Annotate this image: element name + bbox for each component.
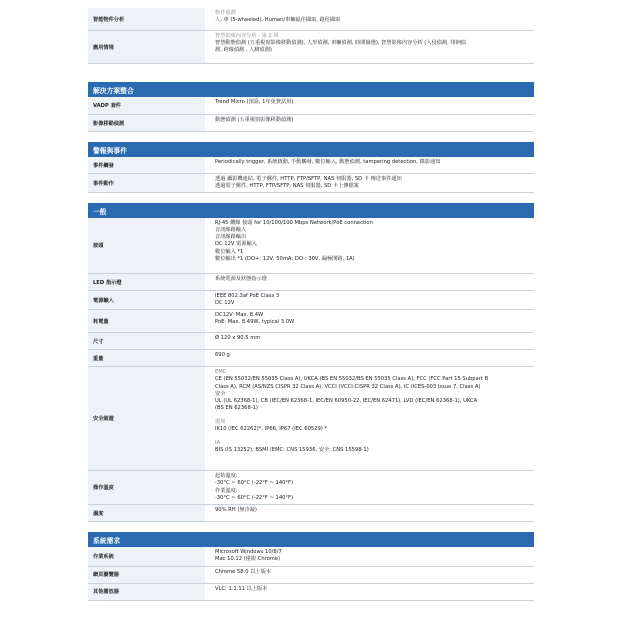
spec-value-line: 數位輸出 *1 (DO+: 12V, 50mA; DO-: 30V, 漏極開路, 1A) <box>215 255 355 262</box>
spec-value-line: Mac 10.12 (僅限 Chrome) <box>215 556 281 563</box>
spec-value-line: 音訊線路輸出 <box>215 234 247 241</box>
spec-value <box>205 115 534 131</box>
section-header: 一般 <box>88 203 534 218</box>
spec-row <box>88 174 534 193</box>
spec-value-line: UL (UL 62368-1), CB (IEC/EN 62368-1, IEC/EN 60950-22, IEC/EN 62471), LVD (IEC/EN 62368-1), UKCA <box>215 397 478 404</box>
spec-value <box>205 333 534 349</box>
spec-value <box>205 547 534 565</box>
spec-label: 作業系統 <box>88 547 205 565</box>
section-header: 系統需求 <box>88 532 534 547</box>
spec-value-line: 測, 跨線偵測 , 人臉偵測) <box>215 47 272 54</box>
spec-label: 事件動作 <box>88 174 205 192</box>
spec-value-line: Chrome 58.0 以上版本 <box>215 568 271 575</box>
spec-value-line: 動態偵測 (五重視窗影像移動偵測) <box>215 117 294 123</box>
spec-value-line: 音訊線路輸入 <box>215 227 247 234</box>
spec-label: 事件觸發 <box>88 157 205 173</box>
spec-value-line: EMC <box>215 369 227 376</box>
spec-value-line: DC 12V 電源輸入 <box>215 241 257 248</box>
spec-value-line: 90% RH (無冷凝) <box>215 507 257 514</box>
spec-value-line: DC 12V <box>215 300 235 307</box>
spec-value <box>205 174 534 192</box>
spec-row <box>88 547 534 566</box>
spec-value <box>205 8 534 30</box>
spec-value-line <box>215 433 531 440</box>
spec-value-line: DC12V: Max. 8.4W <box>215 312 264 319</box>
spec-label: 應用情境 <box>88 31 205 63</box>
spec-row <box>88 157 534 174</box>
spec-value-line: CE (EN 55032/EN 55035 Class A), UKCA (BS EN 55032/BS EN 55035 Class A), FCC (FCC Part 15 Subpart B <box>215 376 489 383</box>
spec-value-line: 起始溫度: <box>215 473 238 480</box>
spec-value-line: BIS (IS 13252), BSMI (EMC: CNS 15936, 安全: CNS 15598-1) <box>215 447 369 454</box>
spec-value <box>205 310 534 332</box>
spec-row <box>88 584 534 601</box>
spec-value-line: IK10 (IEC 62262)*, IP66, IP67 (IEC 60529) * <box>215 426 328 433</box>
spec-label: 操作溫度 <box>88 471 205 504</box>
spec-value-line: 人, 車 (5-wheeled), Human/車輛最佳擷取, 路徑擷取 <box>215 17 341 24</box>
spec-label: LED 指示燈 <box>88 274 205 290</box>
spec-value-line: Class A), RCM (AS/NZS CISPR 32 Class A), VCCI (VCCI-CISPR 32 Class A), IC (ICES-003 Issue 7, Class A) <box>215 383 481 390</box>
spec-value <box>205 367 534 470</box>
spec-value-line: 690 g <box>215 352 230 359</box>
spec-label: 尺寸 <box>88 333 205 349</box>
spec-value-line: Microsoft Windows 10/8/7 <box>215 549 282 556</box>
spec-row <box>88 350 534 367</box>
section-header: 解決方案整合 <box>88 82 534 97</box>
spec-row <box>88 115 534 132</box>
spec-sheet <box>88 0 534 601</box>
spec-value-line: IA <box>215 440 221 447</box>
spec-value <box>205 274 534 290</box>
spec-value-line <box>215 412 531 419</box>
spec-value-line: 透過電子郵件, HTTP, FTP/SFTP, NAS 伺服器, SD 卡上傳檔案 <box>215 183 359 190</box>
spec-value <box>205 218 534 273</box>
spec-row <box>88 505 534 522</box>
spec-row <box>88 310 534 333</box>
spec-row <box>88 218 534 274</box>
spec-value-line: 安全 <box>215 390 226 397</box>
spec-label: 電源輸入 <box>88 291 205 309</box>
spec-row <box>88 274 534 291</box>
spec-value-line: PoE: Max. 8.49W, typical 3.0W <box>215 319 295 326</box>
spec-value-line: RJ-45 纜線 接頭 for 10/100/100 Mbps Network/PoE connection <box>215 220 373 227</box>
spec-value-line: Trend Micro (預設, 1年免費試用) <box>215 99 294 105</box>
spec-label: 智能物件分析 <box>88 8 205 30</box>
spec-row <box>88 291 534 310</box>
spec-label: 網頁瀏覽器 <box>88 567 205 583</box>
spec-row <box>88 471 534 505</box>
spec-row <box>88 97 534 115</box>
top-section <box>88 8 534 64</box>
spec-value-line: -30°C ~ 60°C (-22°F ~ 140°F) <box>215 480 294 487</box>
spec-value <box>205 97 534 114</box>
spec-value <box>205 567 534 583</box>
spec-value-line: 智慧動態偵測 (五重視窗影像移動偵測), 人形偵測, 車輛偵測, 時間篩選), 智慧影像內容分析 (入侵偵測, 徘徊偵 <box>215 40 466 47</box>
spec-label: 重量 <box>88 350 205 366</box>
spec-label: 接頭 <box>88 218 205 273</box>
spec-value-line: 透過 攝影機連結, 電子郵件, HTTP, FTP/SFTP, NAS 伺服器, SD 卡 傳送事件通知 <box>215 176 402 182</box>
spec-label: VADP 套件 <box>88 97 205 114</box>
spec-row <box>88 567 534 584</box>
spec-label: 安全認證 <box>88 367 205 470</box>
spec-value-line: IEEE 802.3af PoE Class 3 <box>215 293 280 300</box>
spec-value-line: VLC: 1.1.11 以上版本 <box>215 585 268 592</box>
spec-value-line: Ø 120 x 90.5 mm <box>215 335 261 342</box>
spec-row <box>88 367 534 471</box>
spec-label: 濕度 <box>88 505 205 521</box>
spec-label: 耗電量 <box>88 310 205 332</box>
spec-value <box>205 31 534 63</box>
spec-value-line: 系統電源及狀態指示燈 <box>215 276 267 283</box>
spec-value-line: 作業溫度: <box>215 487 238 494</box>
spec-value-line: 智慧影像內容分析 - 第 2 組 <box>215 33 279 39</box>
spec-value-line: 數位輸入 *1 <box>215 248 244 255</box>
spec-row <box>88 8 534 31</box>
spec-value <box>205 471 534 504</box>
spec-row <box>88 31 534 64</box>
spec-value-line: 環境 <box>215 419 226 426</box>
spec-label: 影像移動偵測 <box>88 115 205 131</box>
spec-value-line: -30°C ~ 60°C (-22°F ~ 140°F) <box>215 494 294 501</box>
section-header: 警報與事件 <box>88 142 534 157</box>
spec-value-line: 物件偵測 <box>215 10 236 16</box>
spec-value-line: (BS EN 62368-1) <box>215 404 258 411</box>
spec-value-line: Periodically trigger, 系統啟動, 手動觸發, 數位輸入, 動態偵測, tampering detection, 錄影通知 <box>215 159 441 165</box>
spec-value <box>205 584 534 600</box>
spec-value <box>205 157 534 173</box>
spec-label: 其他播放器 <box>88 584 205 600</box>
spec-value <box>205 291 534 309</box>
spec-value <box>205 350 534 366</box>
spec-row <box>88 333 534 350</box>
spec-value <box>205 505 534 521</box>
